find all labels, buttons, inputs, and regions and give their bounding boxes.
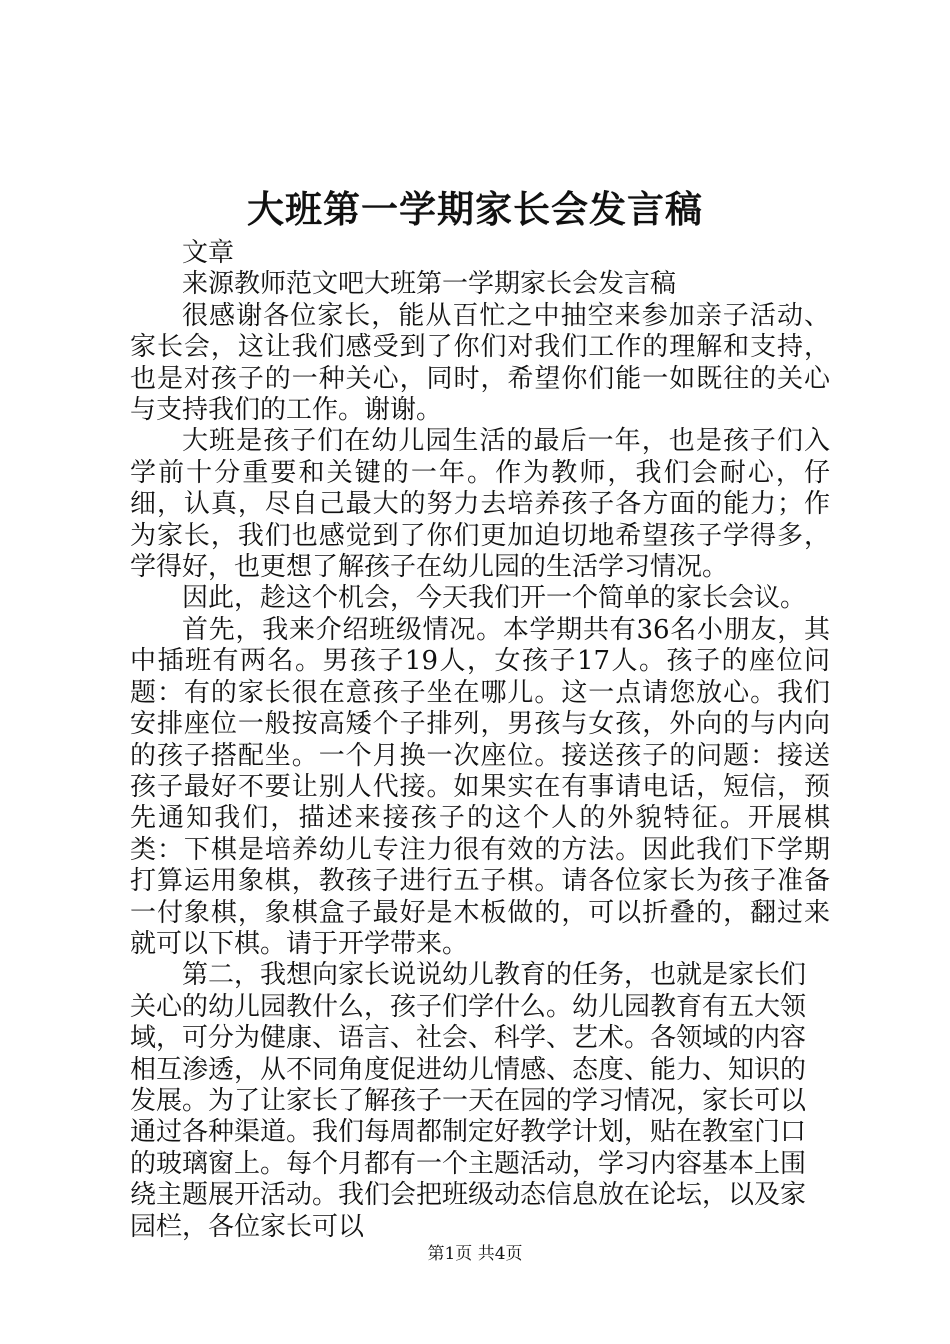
document-body [130,238,830,1243]
paragraph-source-line: 来源教师范文吧大班第一学期家长会发言稿 [182,269,677,300]
document-title: 大班第一学期家长会发言稿 [247,187,703,231]
paragraph-class-situation: 首先，我来介绍班级情况。本学期共有36名小朋友，其中插班有两名。男孩子19人，女孩子17人。孩子的座位问题：有的家长很在意孩子坐在哪儿。这一点请您放心。我们安排座位一般按高矮个子排列，男孩与女孩，外向的与内向的孩子搭配坐。一个月换一次座位。接送孩子的问题：接送孩子最好不要让别人代接。如果实在有事请电话，短信，预先通知我们，描述来接孩子的这个人的外貌特征。开展棋类：下棋是培养幼儿专注力很有效的方法。因此我们下学期打算运用象棋，教孩子进行五子棋。请各位家长为孩子准备一付象棋，象棋盒子最好是木板做的，可以折叠的，翻过来就可以下棋。请于开学带来。 [130,614,830,959]
paragraph-article-label: 文章 [182,238,235,268]
paragraph-thanks: 很感谢各位家长，能从百忙之中抽空来参加亲子活动、家长会，这让我们感受到了你们对我们工作的理解和支持，也是对孩子的一种关心，同时，希望你们能一如既往的关心与支持我们的工作。谢谢。 [130,300,830,426]
paragraph-meeting-intro: 因此，趁这个机会，今天我们开一个简单的家长会议。 [182,583,807,614]
paragraph-education-tasks: 第二，我想向家长说说幼儿教育的任务，也就是家长们关心的幼儿园教什么，孩子们学什么。幼儿园教育有五大领域，可分为健康、语言、社会、科学、艺术。各领域的内容相互渗透，从不同角度促进幼儿情感、态度、能力、知识的发展。为了让家长了解孩子一天在园的学习情况，家长可以通过各种渠道。我们每周都制定好教学计划，贴在教室门口的玻璃窗上。每个月都有一个主题活动，学习内容基本上围绕主题展开活动。我们会把班级动态信息放在论坛，以及家园栏，各位家长可以 [130,960,807,1242]
page-number: 第1页 共4页 [427,1244,523,1264]
paragraph-senior-class: 大班是孩子们在幼儿园生活的最后一年，也是孩子们入学前十分重要和关键的一年。作为教师，我们会耐心，仔细，认真，尽自己最大的努力去培养孩子各方面的能力；作为家长，我们也感觉到了你们更加迫切地希望孩子学得多，学得好，也更想了解孩子在幼儿园的生活学习情况。 [130,426,830,583]
